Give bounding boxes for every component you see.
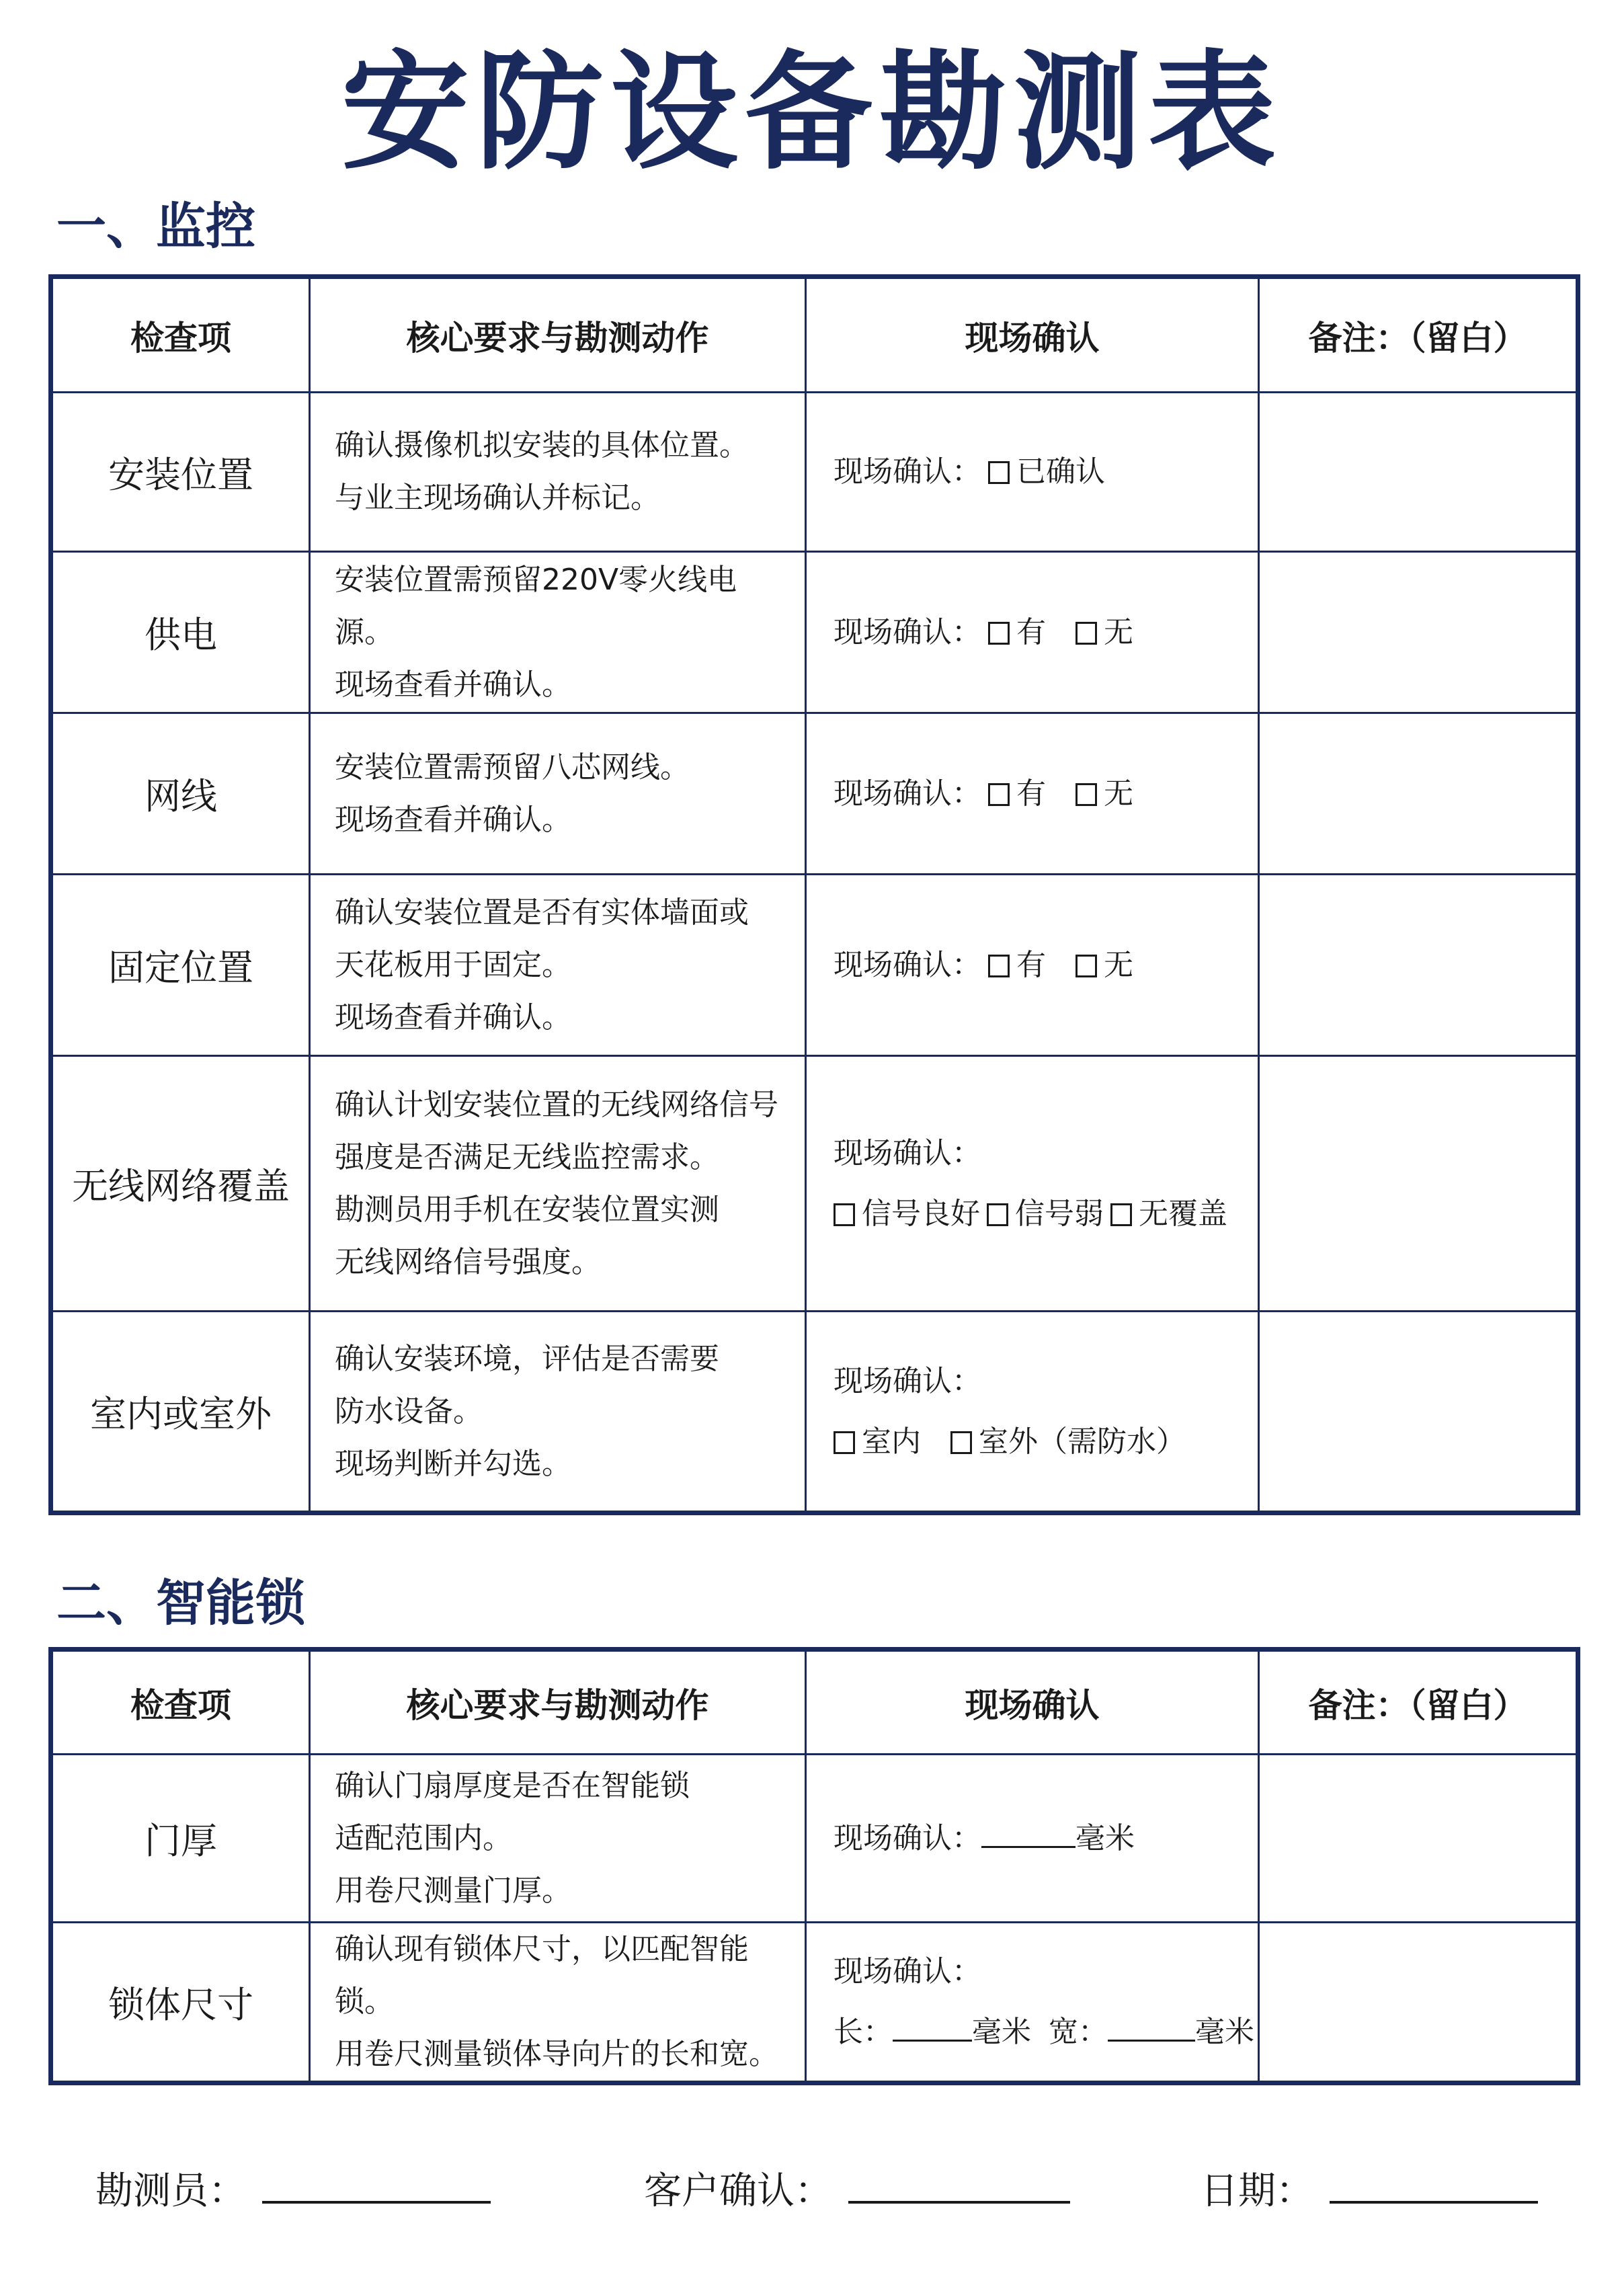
- confirm-label: 现场确认：: [834, 1820, 981, 1855]
- row-confirmation: [806, 713, 1259, 875]
- requirement-line: 现场查看并确认。: [335, 667, 571, 702]
- confirm-label: 现场确认：: [834, 947, 981, 982]
- checkbox-indoor[interactable]: [834, 1431, 855, 1454]
- row-confirmation: [806, 1755, 1259, 1923]
- date-field[interactable]: [1330, 2163, 1538, 2204]
- row-confirmation: [806, 1312, 1259, 1513]
- option-label: 信号良好: [862, 1196, 980, 1231]
- remarks-cell[interactable]: [1259, 393, 1578, 552]
- option-label: 室内: [862, 1424, 921, 1459]
- unit-label: 毫米: [1195, 2015, 1254, 2049]
- table-row: [51, 1056, 1578, 1312]
- option-label: 无覆盖: [1139, 1196, 1227, 1231]
- customer-label: 客户确认：: [644, 2169, 832, 2213]
- checkbox-no[interactable]: [1075, 783, 1097, 806]
- checkbox-no[interactable]: [1075, 955, 1097, 977]
- door-thickness-field[interactable]: [981, 1820, 1075, 1848]
- requirement-line: 与业主现场确认并标记。: [335, 481, 660, 515]
- header-check-item: 检查项: [51, 277, 310, 393]
- row-confirmation: [806, 1923, 1259, 2083]
- requirement-line: 防水设备。: [335, 1394, 483, 1429]
- confirm-label: 现场确认：: [834, 1363, 981, 1398]
- row-item: 固定位置: [51, 875, 310, 1056]
- header-remarks: 备注：（留白）: [1259, 277, 1578, 393]
- smart-lock-table: [48, 1647, 1580, 2085]
- checkbox-signal-good[interactable]: [834, 1203, 855, 1226]
- surveyor-signature-field[interactable]: [262, 2163, 491, 2204]
- requirement-line: 现场判断并勾选。: [335, 1446, 571, 1481]
- length-field[interactable]: [893, 2014, 972, 2042]
- checkbox-yes[interactable]: [988, 622, 1010, 645]
- row-requirements: [310, 1923, 806, 2083]
- row-item: 安装位置: [51, 393, 310, 552]
- requirement-line: 无线网络信号强度。: [335, 1244, 601, 1279]
- row-requirements: [310, 552, 806, 713]
- row-confirmation: [806, 875, 1259, 1056]
- requirement-line: 强度是否满足无线监控需求。: [335, 1139, 719, 1174]
- confirm-label: 现场确认：: [834, 1135, 981, 1170]
- option-label: 室外（需防水）: [979, 1424, 1186, 1459]
- row-item: 锁体尺寸: [51, 1923, 310, 2083]
- row-requirements: [310, 875, 806, 1056]
- requirement-line: 用卷尺测量门厚。: [335, 1873, 571, 1908]
- row-confirmation: [806, 393, 1259, 552]
- row-requirements: [310, 1056, 806, 1312]
- requirement-line: 现场查看并确认。: [335, 1000, 571, 1035]
- row-item: 室内或室外: [51, 1312, 310, 1513]
- date-label: 日期：: [1201, 2169, 1313, 2213]
- table-row: [51, 713, 1578, 875]
- surveyor-signature: [95, 2163, 491, 2218]
- width-field[interactable]: [1108, 2014, 1195, 2042]
- requirement-line: 确认门扇厚度是否在智能锁: [335, 1768, 690, 1803]
- confirm-label: 现场确认：: [834, 1954, 981, 1988]
- remarks-cell[interactable]: [1259, 1312, 1578, 1513]
- row-item: 无线网络覆盖: [51, 1056, 310, 1312]
- requirement-line: 确认计划安装位置的无线网络信号: [335, 1087, 778, 1122]
- checkbox-signal-weak[interactable]: [987, 1203, 1008, 1226]
- header-requirements: 核心要求与勘测动作: [310, 277, 806, 393]
- option-label: 无: [1104, 614, 1133, 649]
- header-confirmation: 现场确认: [806, 277, 1259, 393]
- requirement-line: 用卷尺测量锁体导向片的长和宽。: [335, 2037, 778, 2071]
- date-signature: [1201, 2163, 1538, 2218]
- remarks-cell[interactable]: [1259, 1923, 1578, 2083]
- row-confirmation: [806, 1056, 1259, 1312]
- option-label: 有: [1016, 614, 1046, 649]
- table-row: [51, 1755, 1578, 1923]
- checkbox-no-coverage[interactable]: [1110, 1203, 1132, 1226]
- checkbox-yes[interactable]: [988, 783, 1010, 806]
- table-row: [51, 1923, 1578, 2083]
- option-label: 信号弱: [1015, 1196, 1104, 1231]
- confirm-label: 现场确认：: [834, 614, 981, 649]
- remarks-cell[interactable]: [1259, 1755, 1578, 1923]
- remarks-cell[interactable]: [1259, 875, 1578, 1056]
- remarks-cell[interactable]: [1259, 1056, 1578, 1312]
- row-requirements: [310, 713, 806, 875]
- table-row: [51, 875, 1578, 1056]
- confirm-label: 现场确认：: [834, 454, 981, 489]
- row-item: 门厚: [51, 1755, 310, 1923]
- row-requirements: [310, 1755, 806, 1923]
- header-remarks: 备注：（留白）: [1259, 1650, 1578, 1755]
- table-header-row: [51, 277, 1578, 393]
- checkbox-yes[interactable]: [988, 955, 1010, 977]
- surveillance-table: [48, 274, 1580, 1515]
- checkbox-confirmed[interactable]: [988, 461, 1010, 484]
- requirement-line: 确认安装环境，评估是否需要: [335, 1341, 719, 1376]
- table-row: [51, 1312, 1578, 1513]
- unit-label: 毫米: [1075, 1820, 1135, 1855]
- requirement-line: 天花板用于固定。: [335, 947, 571, 982]
- requirement-line: 适配范围内。: [335, 1820, 512, 1855]
- surveyor-label: 勘测员：: [95, 2169, 246, 2213]
- row-requirements: [310, 393, 806, 552]
- requirement-line: 安装位置需预留八芯网线。: [335, 750, 690, 785]
- customer-signature-field[interactable]: [848, 2163, 1070, 2204]
- checkbox-no[interactable]: [1075, 622, 1097, 645]
- length-label: 长：: [834, 2015, 893, 2049]
- remarks-cell[interactable]: [1259, 713, 1578, 875]
- option-label: 无: [1104, 947, 1133, 982]
- option-label: 已确认: [1016, 454, 1105, 489]
- option-label: 有: [1016, 947, 1046, 982]
- table-header-row: [51, 1650, 1578, 1755]
- row-item: 网线: [51, 713, 310, 875]
- requirement-line: 勘测员用手机在安装位置实测: [335, 1192, 719, 1227]
- requirement-line: 现场查看并确认。: [335, 802, 571, 837]
- row-confirmation: [806, 552, 1259, 713]
- confirm-label: 现场确认：: [834, 776, 981, 811]
- unit-label: 毫米: [972, 2015, 1031, 2049]
- requirement-line: 安装位置需预留220V零火线电源。: [335, 562, 737, 649]
- table-row: [51, 552, 1578, 713]
- table-row: [51, 393, 1578, 552]
- requirement-line: 确认摄像机拟安装的具体位置。: [335, 428, 749, 463]
- header-requirements: 核心要求与勘测动作: [310, 1650, 806, 1755]
- width-label: 宽：: [1049, 2015, 1108, 2049]
- row-item: 供电: [51, 552, 310, 713]
- section-title-surveillance: 一、监控: [56, 198, 255, 255]
- customer-signature: [644, 2163, 1070, 2218]
- option-label: 有: [1016, 776, 1046, 811]
- remarks-cell[interactable]: [1259, 552, 1578, 713]
- header-confirmation: 现场确认: [806, 1650, 1259, 1755]
- requirement-line: 确认现有锁体尺寸，以匹配智能锁。: [335, 1932, 749, 2019]
- header-check-item: 检查项: [51, 1650, 310, 1755]
- option-label: 无: [1104, 776, 1133, 811]
- checkbox-outdoor[interactable]: [950, 1431, 972, 1454]
- page-title: 安防设备勘测表: [341, 38, 1283, 187]
- requirement-line: 确认安装位置是否有实体墙面或: [335, 895, 749, 930]
- row-requirements: [310, 1312, 806, 1513]
- section-title-smart-lock: 二、智能锁: [56, 1574, 305, 1632]
